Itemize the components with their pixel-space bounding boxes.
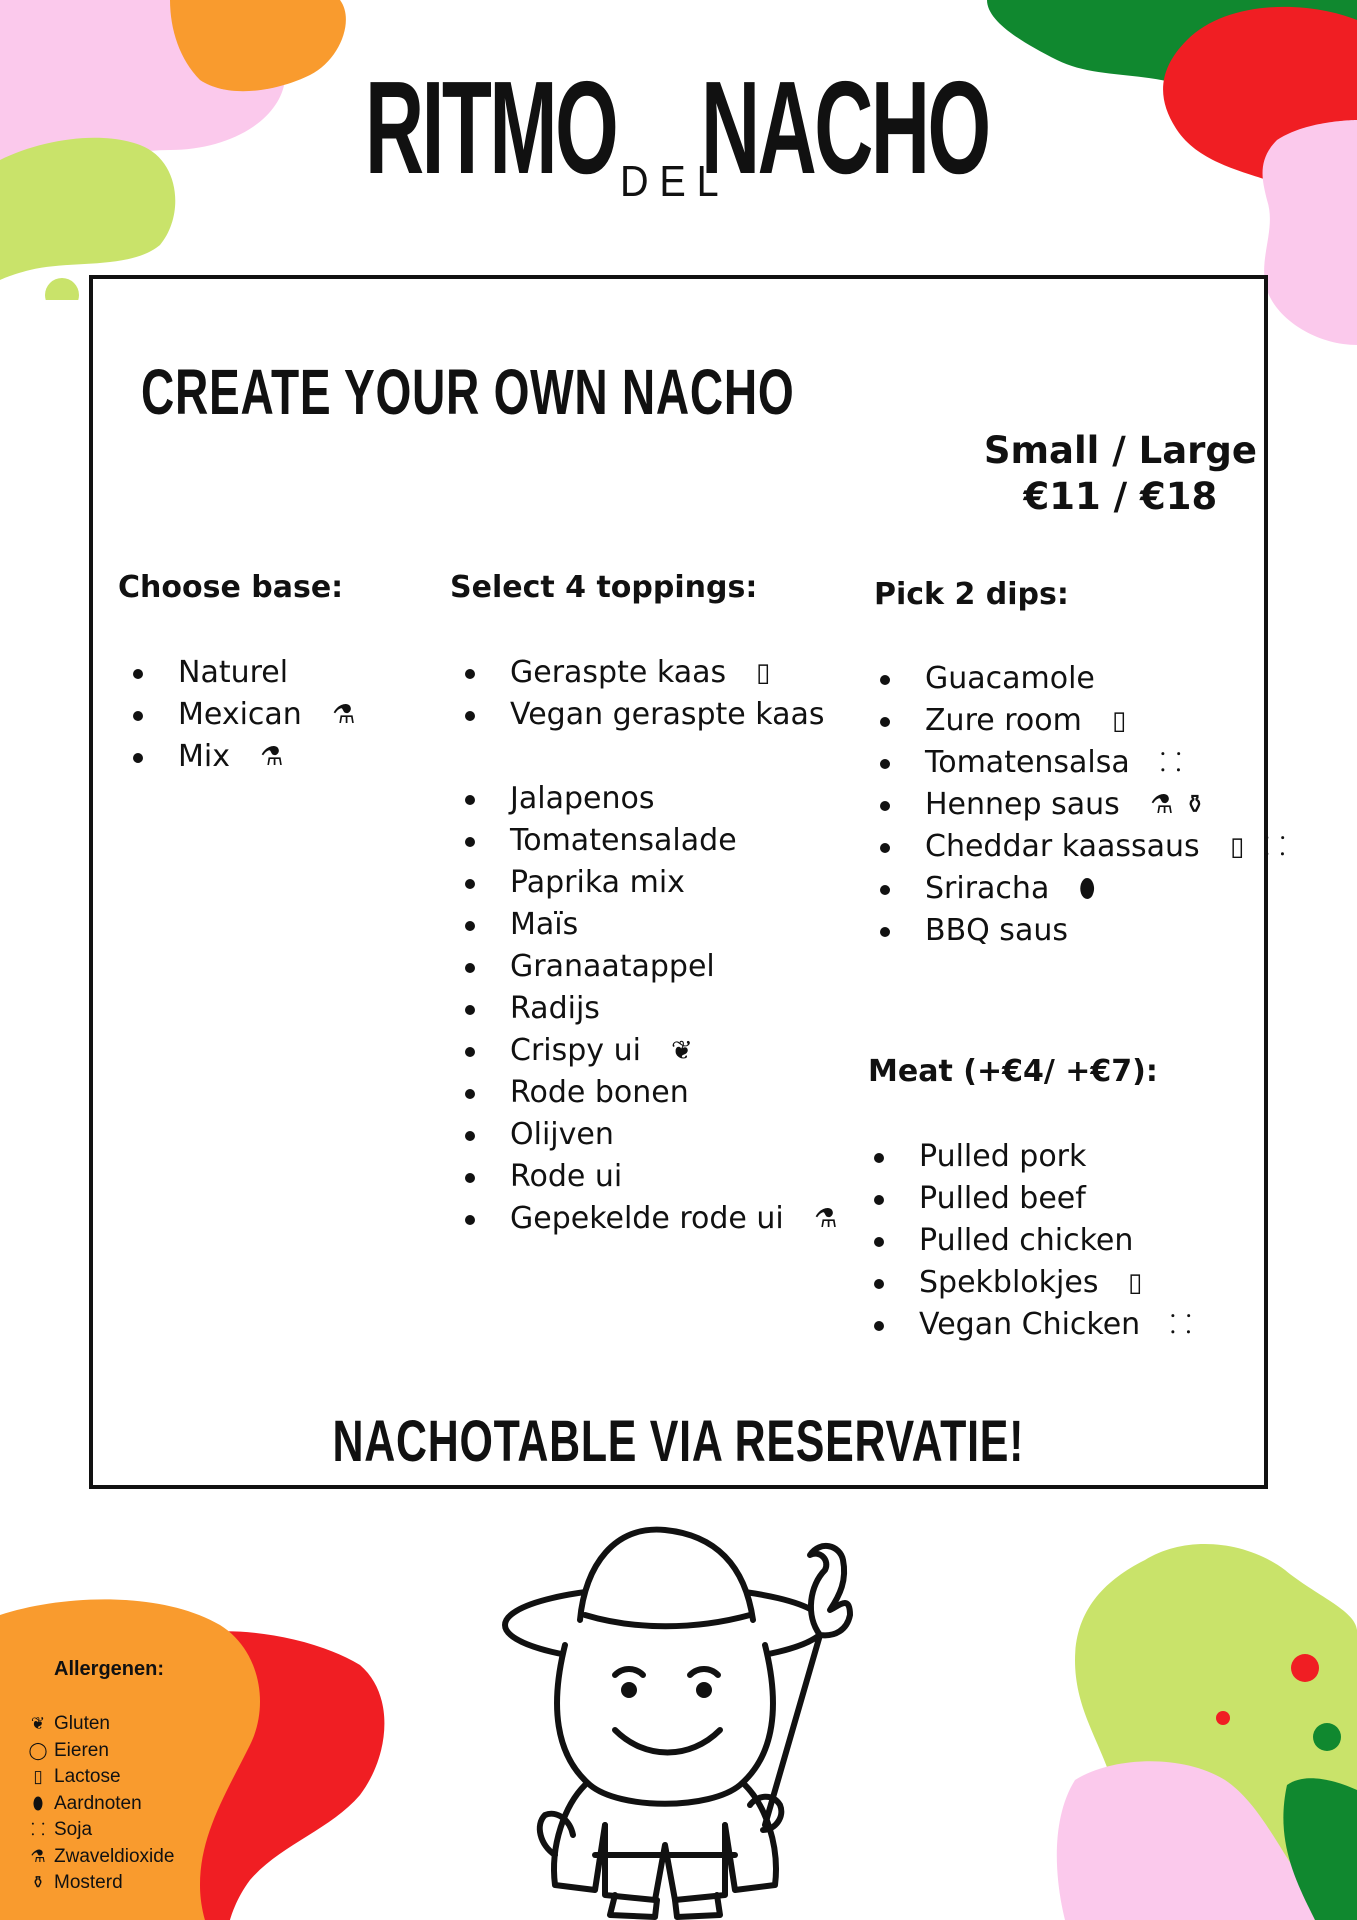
list-item-label: Cheddar kaassaus [925, 829, 1200, 864]
lactose-icon: ▯ [1112, 706, 1127, 736]
lactose-icon: ▯ [1128, 1268, 1143, 1298]
list-item-label: Hennep saus [925, 787, 1120, 822]
list-item-label: Spekblokjes [919, 1265, 1099, 1300]
allergen-legend-item [22, 1817, 174, 1844]
list-item [875, 784, 1206, 826]
list-item-label: Geraspte kaas [510, 655, 727, 690]
allergen-legend-label: Zwaveldioxide [54, 1845, 175, 1867]
allergen-legend-label: Eieren [54, 1739, 109, 1761]
list-item [875, 826, 1286, 868]
meat-list [869, 1136, 1192, 1346]
list-item [875, 910, 1200, 952]
sulphite-icon: ⚗ [260, 742, 284, 772]
list-item [869, 1178, 1140, 1220]
allergen-legend-item [22, 1711, 174, 1738]
list-item [460, 778, 784, 820]
list-item-label: Vegan geraspte kaas [510, 697, 825, 732]
gluten-icon: ❦ [30, 1714, 46, 1733]
sulphite-icon: ⚗ [814, 1204, 838, 1234]
brand-name-right: NACHO [701, 54, 989, 201]
base-list [128, 652, 356, 778]
allergen-legend-label: Mosterd [54, 1872, 123, 1893]
list-item [460, 904, 784, 946]
allergen-legend-item [22, 1738, 174, 1765]
egg-icon: ◯ [28, 1740, 48, 1760]
soy-icon: ⸬ [1160, 748, 1182, 778]
peanut-icon: ⬮ [1079, 874, 1096, 904]
toppings-title: Select 4 toppings: [450, 570, 758, 605]
list-item-label: Jalapenos [510, 781, 655, 816]
list-item-label: Pulled beef [919, 1181, 1086, 1216]
price-block [984, 428, 1257, 520]
list-item [875, 658, 1200, 700]
brand-logo [365, 54, 1005, 206]
list-item [128, 652, 302, 694]
list-item-label: Granaatappel [510, 949, 715, 984]
list-item [460, 820, 784, 862]
meat-title: Meat (+€4/ +€7): [868, 1054, 1158, 1089]
peanut-icon: ⬮ [32, 1793, 44, 1813]
list-item-label: Radijs [510, 991, 600, 1026]
allergen-legend-item [22, 1764, 174, 1791]
list-item [460, 862, 784, 904]
list-item [875, 700, 1200, 742]
allergen-legend-label: Soja [54, 1819, 93, 1840]
list-item [460, 1030, 784, 1072]
reservation-cta [0, 1408, 1357, 1475]
list-item-label: Rode ui [510, 1159, 623, 1194]
mustard-icon: ⚱ [1184, 790, 1206, 820]
list-item [869, 1304, 1192, 1346]
sulphite-icon: ⚗ [1150, 790, 1174, 820]
reservation-cta-text: NACHOTABLE VIA RESERVATIE! [332, 1409, 1025, 1474]
price-amounts: €11 / €18 [1023, 475, 1218, 518]
list-item-label: Zure room [925, 703, 1082, 738]
list-item-label: BBQ saus [925, 913, 1068, 948]
soy-icon: ⸬ [1264, 832, 1286, 862]
allergen-legend-item [22, 1870, 174, 1897]
list-item [128, 736, 302, 778]
price-sizes: Small / Large [983, 429, 1257, 472]
list-item-label: Gepekelde rode ui [510, 1201, 784, 1236]
brand-name-mid: DEL [620, 157, 730, 206]
nacho-mascot-illustration [495, 1525, 915, 1920]
allergen-legend [22, 1658, 174, 1897]
list-item [460, 1114, 784, 1156]
list-item [869, 1136, 1140, 1178]
list-item [460, 946, 784, 988]
allergen-legend-list [22, 1711, 174, 1897]
allergen-legend-item [22, 1844, 174, 1871]
mustard-icon: ⚱ [30, 1873, 46, 1892]
gluten-icon: ❦ [671, 1036, 693, 1066]
list-item-label: Olijven [510, 1117, 614, 1152]
list-item-label: Tomatensalsa [925, 745, 1130, 780]
list-item-label: Pulled pork [919, 1139, 1087, 1174]
list-item-label: Pulled chicken [919, 1223, 1134, 1258]
dips-title: Pick 2 dips: [874, 577, 1069, 612]
allergen-legend-label: Gluten [54, 1713, 110, 1734]
soy-icon: ⸬ [30, 1820, 46, 1839]
lactose-icon: ▯ [33, 1767, 43, 1786]
list-item [460, 1156, 784, 1198]
list-item-label: Mexican [178, 697, 302, 732]
page-title: CREATE YOUR OWN NACHO [141, 356, 795, 428]
decor-blob-bottom-right [1055, 1540, 1357, 1920]
list-item [875, 742, 1200, 784]
list-item [460, 988, 784, 1030]
base-title: Choose base: [118, 570, 344, 605]
lactose-icon: ▯ [1230, 832, 1245, 862]
allergen-legend-title: Allergenen: [54, 1658, 165, 1680]
sulphite-icon: ⚗ [30, 1846, 46, 1866]
list-item-label: Crispy ui [510, 1033, 641, 1068]
list-item-label: Naturel [178, 655, 289, 690]
list-item-label: Mix [178, 739, 230, 774]
brand-name-left: RITMO [365, 54, 617, 201]
list-item-label: Sriracha [925, 871, 1050, 906]
list-item-label: Guacamole [925, 661, 1095, 696]
list-item-label: Rode bonen [510, 1075, 689, 1110]
list-item-label: Tomatensalade [510, 823, 737, 858]
allergen-legend-label: Lactose [54, 1766, 121, 1787]
allergen-legend-item [22, 1791, 174, 1818]
allergen-legend-label: Aardnoten [54, 1792, 142, 1814]
toppings-list [460, 778, 838, 1240]
list-item [460, 694, 825, 736]
list-item-label: Maïs [510, 907, 579, 942]
list-item [460, 652, 825, 694]
list-item [460, 1198, 838, 1240]
list-item [869, 1262, 1143, 1304]
sulphite-icon: ⚗ [332, 700, 356, 730]
lactose-icon: ▯ [756, 658, 771, 688]
list-item [460, 1072, 784, 1114]
list-item-label: Vegan Chicken [919, 1307, 1141, 1342]
list-item [869, 1220, 1140, 1262]
list-item [128, 694, 356, 736]
toppings-cheese-list [460, 652, 825, 736]
soy-icon: ⸬ [1170, 1310, 1192, 1340]
list-item-label: Paprika mix [510, 865, 685, 900]
decor-blob-top-left [0, 0, 360, 300]
dips-list [875, 658, 1286, 952]
list-item [875, 868, 1200, 910]
